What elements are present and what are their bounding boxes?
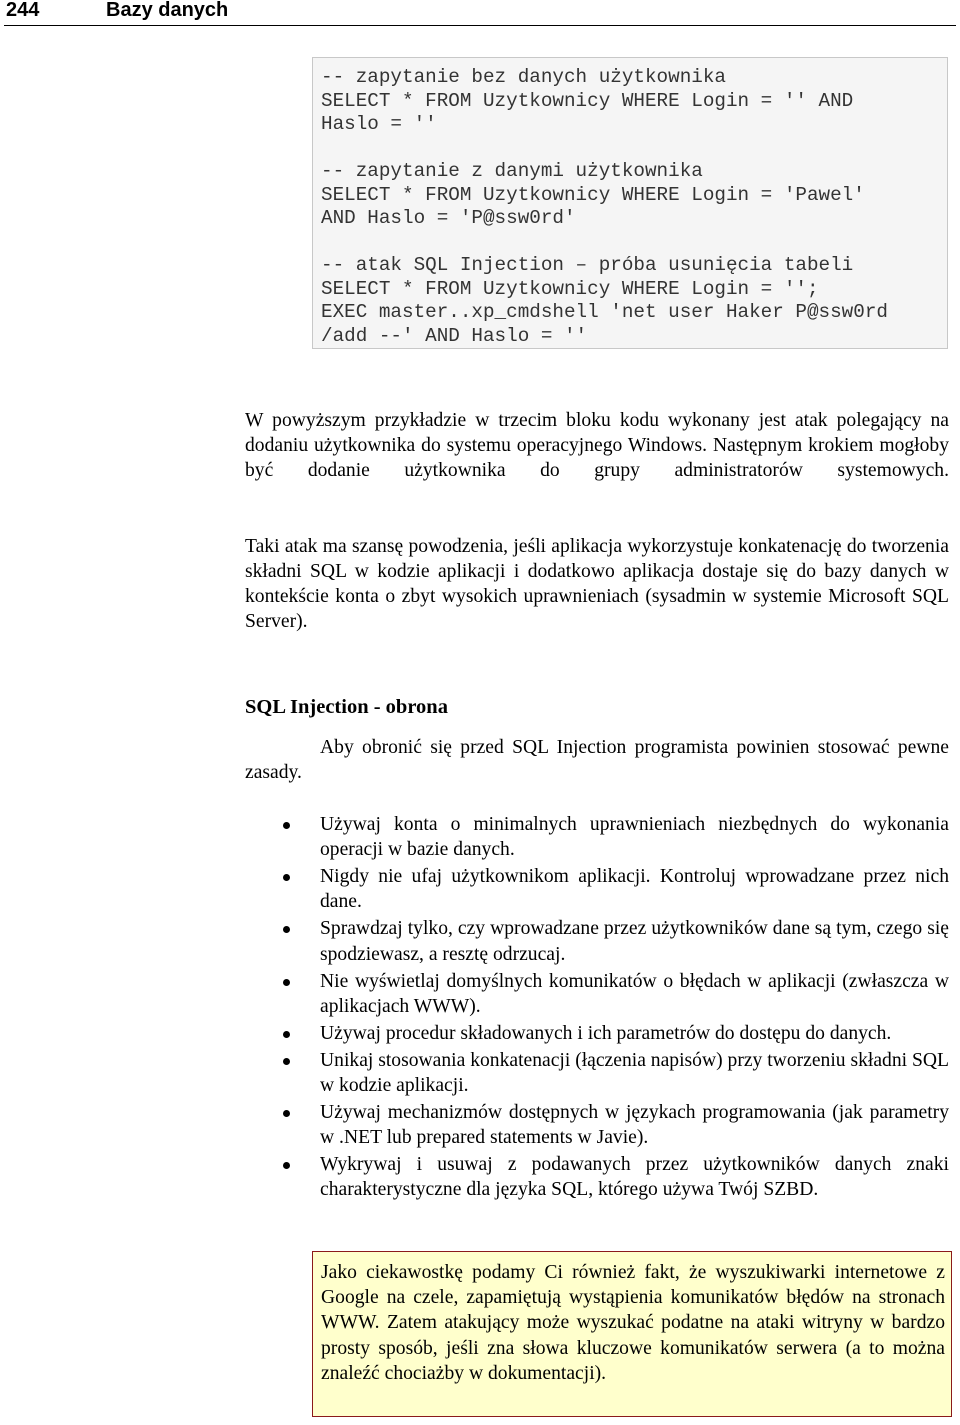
list-item-text: Używaj konta o minimalnych uprawnieniach niezbędnych do wykonania operacji w bazie danych. [320, 814, 949, 861]
list-item-text: Sprawdzaj tylko, czy wprowadzane przez użytkowników dane są tym, czego się spodziewasz, a resztę odrzucaj. [320, 918, 949, 965]
bullet-icon [283, 1110, 290, 1117]
code-line: EXEC master..xp_cmdshell 'net user Haker P@ssw0rd [321, 301, 888, 324]
code-line: /add --' AND Haslo = '' [321, 324, 588, 347]
page-header [0, 0, 960, 27]
list-item [245, 916, 949, 966]
code-spacer [321, 137, 947, 160]
code-block [312, 57, 948, 349]
section-intro: Aby obronić się przed SQL Injection programista powinien stosować pewne zasady. [245, 737, 949, 783]
list-item [245, 1021, 949, 1046]
header-rule [4, 25, 956, 26]
trivia-note-box [312, 1251, 952, 1417]
list-item-text: Wykrywaj i usuwaj z podawanych przez użytkowników danych znaki charakterystyczne dla języka SQL, którego używa Twój SZBD. [320, 1154, 949, 1201]
bullet-icon [283, 926, 290, 933]
code-line: -- zapytanie z danymi użytkownika [321, 159, 703, 182]
list-item [245, 1048, 949, 1098]
page-number: 244 [6, 0, 40, 21]
list-item [245, 812, 949, 862]
bullet-icon [283, 1162, 290, 1169]
list-item [245, 864, 949, 914]
list-item-text: Używaj mechanizmów dostępnych w językach programowania (jak parametry w .NET lub prepared statements w Javie). [320, 1102, 949, 1149]
list-item-text: Używaj procedur składowanych i ich parametrów do dostępu do danych. [320, 1022, 892, 1044]
bullet-icon [283, 874, 290, 881]
code-line: Haslo = '' [321, 113, 437, 136]
list-item [245, 1100, 949, 1150]
code-line: AND Haslo = 'P@ssw0rd' [321, 207, 576, 230]
list-item-text: Nie wyświetlaj domyślnych komunikatów o błędach w aplikacji (zwłaszcza w aplikacjach WWW). [320, 970, 949, 1017]
code-line: SELECT * FROM Uzytkownicy WHERE Login = ''; [321, 277, 819, 300]
list-item [245, 969, 949, 1019]
bullet-icon [283, 822, 290, 829]
code-line: -- zapytanie bez danych użytkownika [321, 66, 726, 88]
section-heading: SQL Injection - obrona [245, 696, 448, 718]
list-item-text: Nigdy nie ufaj użytkownikom aplikacji. Kontroluj wprowadzane przez nich dane. [320, 866, 949, 913]
list-item [245, 1152, 949, 1202]
trivia-note-text: Jako ciekawostkę podamy Ci również fakt, że wyszukiwarki internetowe z Google na czele, zapamiętują wystąpienia komunikatów błędów na stronach WWW. Zatem atakujący może wyszukać podatne na ataki witryny w bardzo prosty sposób, jeśli zna słowa kluczowe komunikatów serwera (a to można znaleźć chociażby w dokumentacji). [321, 1262, 945, 1384]
bullet-icon [283, 979, 290, 986]
paragraph-attack-conditions: Taki atak ma szansę powodzenia, jeśli aplikacja wykorzystuje konkatenację do tworzenia składni SQL w kodzie aplikacji i dodatkowo aplikacja dostaje się do bazy danych w kontekście konta o zbyt wysokich uprawnieniach (sysadmin w systemie Microsoft SQL Server). [245, 536, 949, 632]
running-title: Bazy danych [106, 0, 229, 21]
code-line: SELECT * FROM Uzytkownicy WHERE Login = '' AND [321, 89, 854, 112]
list-item-text: Unikaj stosowania konkatenacji (łączenia napisów) przy tworzeniu składni SQL w kodzie aplikacji. [320, 1049, 949, 1097]
bullet-icon [283, 1058, 290, 1065]
code-line: -- atak SQL Injection – próba usunięcia tabeli [321, 253, 854, 276]
code-spacer [321, 231, 947, 254]
paragraph-attack-description: W powyższym przykładzie w trzecim bloku kodu wykonany jest atak polegający na dodaniu użytkownika do systemu operacyjnego Windows. Następnym krokiem mogłoby być dodanie użytkownika do grupy administratorów systemowych. [245, 410, 949, 481]
code-line: SELECT * FROM Uzytkownicy WHERE Login = 'Pawel' [321, 183, 865, 206]
bullet-icon [283, 1031, 290, 1038]
defense-rules-list [245, 812, 949, 1204]
